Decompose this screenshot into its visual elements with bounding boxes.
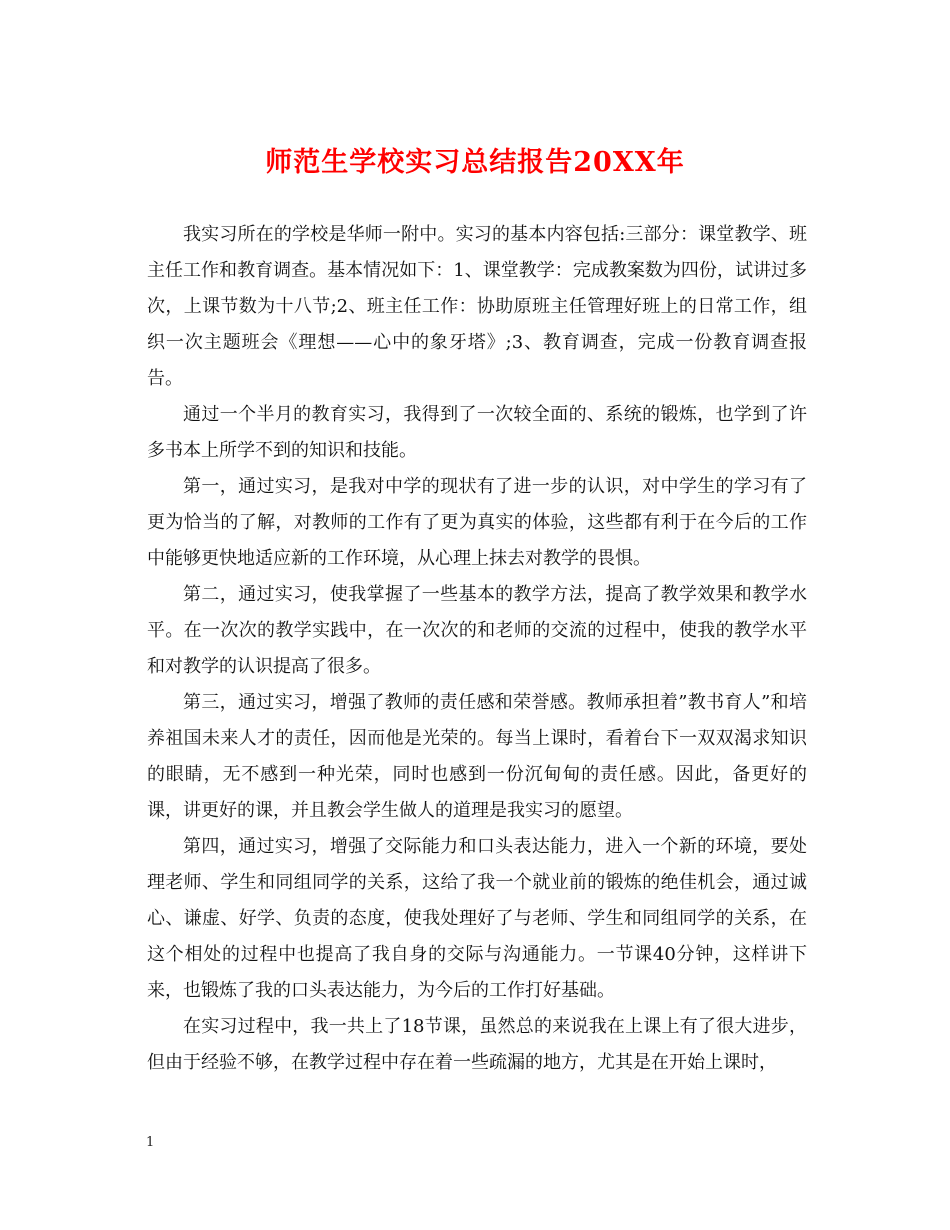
paragraph-2: 通过一个半月的教育实习，我得到了一次较全面的、系统的锻炼，也学到了许多书本上所学不到的知识和技能。 [147, 404, 807, 461]
paragraph-1: 我实习所在的学校是华师一附中。实习的基本内容包括:三部分：课堂教学、班主任工作和教育调查。基本情况如下：1、课堂教学：完成教案数为四份，试讲过多次，上课节数为十八节;2、班主任工作：协助原班主任管理好班上的日常工作，组织一次主题班会《理想——心中的象牙塔》;3、教育调查，完成一份教育调查报告。 [147, 224, 807, 389]
paragraph-7: 在实习过程中，我一共上了18节课，虽然总的来说我在上课上有了很大进步，但由于经验不够，在教学过程中存在着一些疏漏的地方，尤其是在开始上课时， [147, 1016, 807, 1073]
document-title: 师范生学校实习总结报告20XX年 [265, 147, 685, 178]
paragraph-6: 第四，通过实习，增强了交际能力和口头表达能力，进入一个新的环境，要处理老师、学生和同组同学的关系，这给了我一个就业前的锻炼的绝佳机会，通过诚心、谦虚、好学、负责的态度，使我处理好了与老师、学生和同组同学的关系，在这个相处的过程中也提高了我自身的交际与沟通能力。一节课40分钟，这样讲下来，也锻炼了我的口头表达能力，为今后的工作打好基础。 [147, 836, 807, 1001]
paragraph-4: 第二，通过实习，使我掌握了一些基本的教学方法，提高了教学效果和教学水平。在一次次的教学实践中，在一次次的和老师的交流的过程中，使我的教学水平和对教学的认识提高了很多。 [147, 584, 807, 677]
paragraph-3: 第一，通过实习，是我对中学的现状有了进一步的认识，对中学生的学习有了更为恰当的了解，对教师的工作有了更为真实的体验，这些都有利于在今后的工作中能够更快地适应新的工作环境，从心理上抹去对教学的畏惧。 [147, 476, 807, 569]
page-number: 1 [146, 1135, 155, 1150]
paragraph-5: 第三，通过实习，增强了教师的责任感和荣誉感。教师承担着”教书育人”和培养祖国未来人才的责任，因而他是光荣的。每当上课时，看着台下一双双渴求知识的眼睛，无不感到一种光荣，同时也感到一份沉甸甸的责任感。因此，备更好的课，讲更好的课，并且教会学生做人的道理是我实习的愿望。 [147, 692, 807, 821]
document-body [147, 217, 807, 1081]
